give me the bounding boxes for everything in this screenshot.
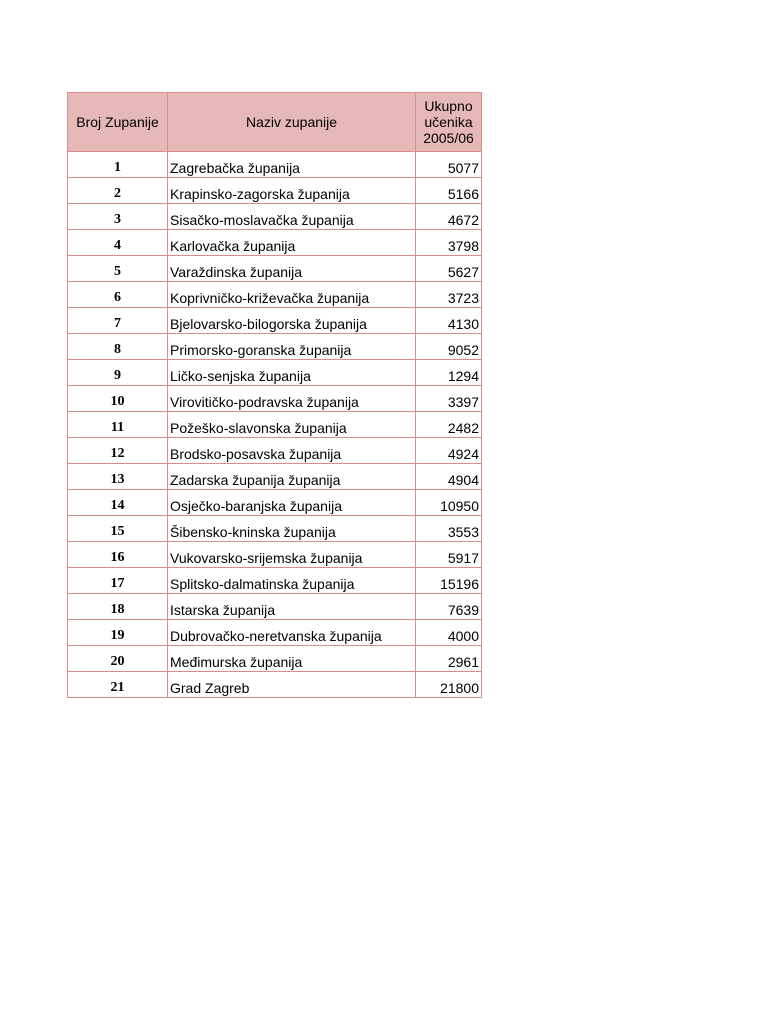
county-name-cell: Dubrovačko-neretvanska županija xyxy=(168,620,416,646)
county-number-cell: 3 xyxy=(68,204,168,230)
header-student-total xyxy=(416,93,482,152)
student-count-cell: 2961 xyxy=(416,646,482,672)
county-name-cell: Karlovačka županija xyxy=(168,230,416,256)
table-row xyxy=(68,516,482,542)
table-row xyxy=(68,230,482,256)
student-count-cell: 3397 xyxy=(416,386,482,412)
county-number-cell: 2 xyxy=(68,178,168,204)
table-row xyxy=(68,204,482,230)
student-count-cell: 4672 xyxy=(416,204,482,230)
county-students-table xyxy=(67,92,482,698)
table-row xyxy=(68,620,482,646)
student-count-cell: 3798 xyxy=(416,230,482,256)
county-name-cell: Krapinsko-zagorska županija xyxy=(168,178,416,204)
student-count-cell: 9052 xyxy=(416,334,482,360)
table-row xyxy=(68,282,482,308)
county-name-cell: Osječko-baranjska županija xyxy=(168,490,416,516)
student-count-cell: 4904 xyxy=(416,464,482,490)
county-name-cell: Međimurska županija xyxy=(168,646,416,672)
county-name-cell: Šibensko-kninska županija xyxy=(168,516,416,542)
student-count-cell: 4130 xyxy=(416,308,482,334)
county-name-cell: Sisačko-moslavačka županija xyxy=(168,204,416,230)
student-count-cell: 5077 xyxy=(416,152,482,178)
county-number-cell: 6 xyxy=(68,282,168,308)
county-number-cell: 14 xyxy=(68,490,168,516)
student-count-cell: 4924 xyxy=(416,438,482,464)
county-name-cell: Koprivničko-križevačka županija xyxy=(168,282,416,308)
county-number-cell: 7 xyxy=(68,308,168,334)
student-count-cell: 1294 xyxy=(416,360,482,386)
student-count-cell: 10950 xyxy=(416,490,482,516)
student-count-cell: 7639 xyxy=(416,594,482,620)
table-body xyxy=(68,152,482,698)
county-number-cell: 10 xyxy=(68,386,168,412)
student-count-cell: 15196 xyxy=(416,568,482,594)
table-row xyxy=(68,568,482,594)
county-name-cell: Virovitičko-podravska županija xyxy=(168,386,416,412)
county-number-cell: 13 xyxy=(68,464,168,490)
student-count-cell: 5917 xyxy=(416,542,482,568)
table-row xyxy=(68,672,482,698)
county-name-cell: Bjelovarsko-bilogorska županija xyxy=(168,308,416,334)
county-number-cell: 17 xyxy=(68,568,168,594)
county-number-cell: 20 xyxy=(68,646,168,672)
table-row xyxy=(68,360,482,386)
table-row xyxy=(68,412,482,438)
county-name-cell: Primorsko-goranska županija xyxy=(168,334,416,360)
county-number-cell: 11 xyxy=(68,412,168,438)
table-row xyxy=(68,152,482,178)
county-name-cell: Požeško-slavonska županija xyxy=(168,412,416,438)
table-row xyxy=(68,308,482,334)
table-row xyxy=(68,490,482,516)
county-number-cell: 16 xyxy=(68,542,168,568)
table-row xyxy=(68,334,482,360)
county-name-cell: Vukovarsko-srijemska županija xyxy=(168,542,416,568)
county-number-cell: 15 xyxy=(68,516,168,542)
county-number-cell: 1 xyxy=(68,152,168,178)
county-name-cell: Brodsko-posavska županija xyxy=(168,438,416,464)
table-row xyxy=(68,464,482,490)
student-count-cell: 2482 xyxy=(416,412,482,438)
student-count-cell: 4000 xyxy=(416,620,482,646)
county-name-cell: Zadarska županija županija xyxy=(168,464,416,490)
header-county-number: Broj Zupanije xyxy=(68,93,168,152)
county-name-cell: Zagrebačka županija xyxy=(168,152,416,178)
county-number-cell: 21 xyxy=(68,672,168,698)
county-number-cell: 5 xyxy=(68,256,168,282)
county-number-cell: 18 xyxy=(68,594,168,620)
header-county-name: Naziv zupanije xyxy=(168,93,416,152)
student-count-cell: 5627 xyxy=(416,256,482,282)
header-row xyxy=(68,93,482,152)
county-number-cell: 4 xyxy=(68,230,168,256)
table-row xyxy=(68,542,482,568)
county-name-cell: Grad Zagreb xyxy=(168,672,416,698)
county-name-cell: Splitsko-dalmatinska županija xyxy=(168,568,416,594)
county-number-cell: 12 xyxy=(68,438,168,464)
county-name-cell: Ličko-senjska županija xyxy=(168,360,416,386)
county-number-cell: 19 xyxy=(68,620,168,646)
table-row xyxy=(68,594,482,620)
student-count-cell: 5166 xyxy=(416,178,482,204)
header-student-total-line3: 2005/06 xyxy=(423,130,474,146)
header-student-total-line2: učenika xyxy=(424,114,473,130)
county-number-cell: 8 xyxy=(68,334,168,360)
table-row xyxy=(68,178,482,204)
header-student-total-line1: Ukupno xyxy=(424,98,473,114)
county-name-cell: Varaždinska županija xyxy=(168,256,416,282)
table-row xyxy=(68,438,482,464)
county-name-cell: Istarska županija xyxy=(168,594,416,620)
student-count-cell: 3553 xyxy=(416,516,482,542)
student-count-cell: 3723 xyxy=(416,282,482,308)
table-row xyxy=(68,386,482,412)
county-number-cell: 9 xyxy=(68,360,168,386)
student-count-cell: 21800 xyxy=(416,672,482,698)
table-row xyxy=(68,646,482,672)
table-row xyxy=(68,256,482,282)
